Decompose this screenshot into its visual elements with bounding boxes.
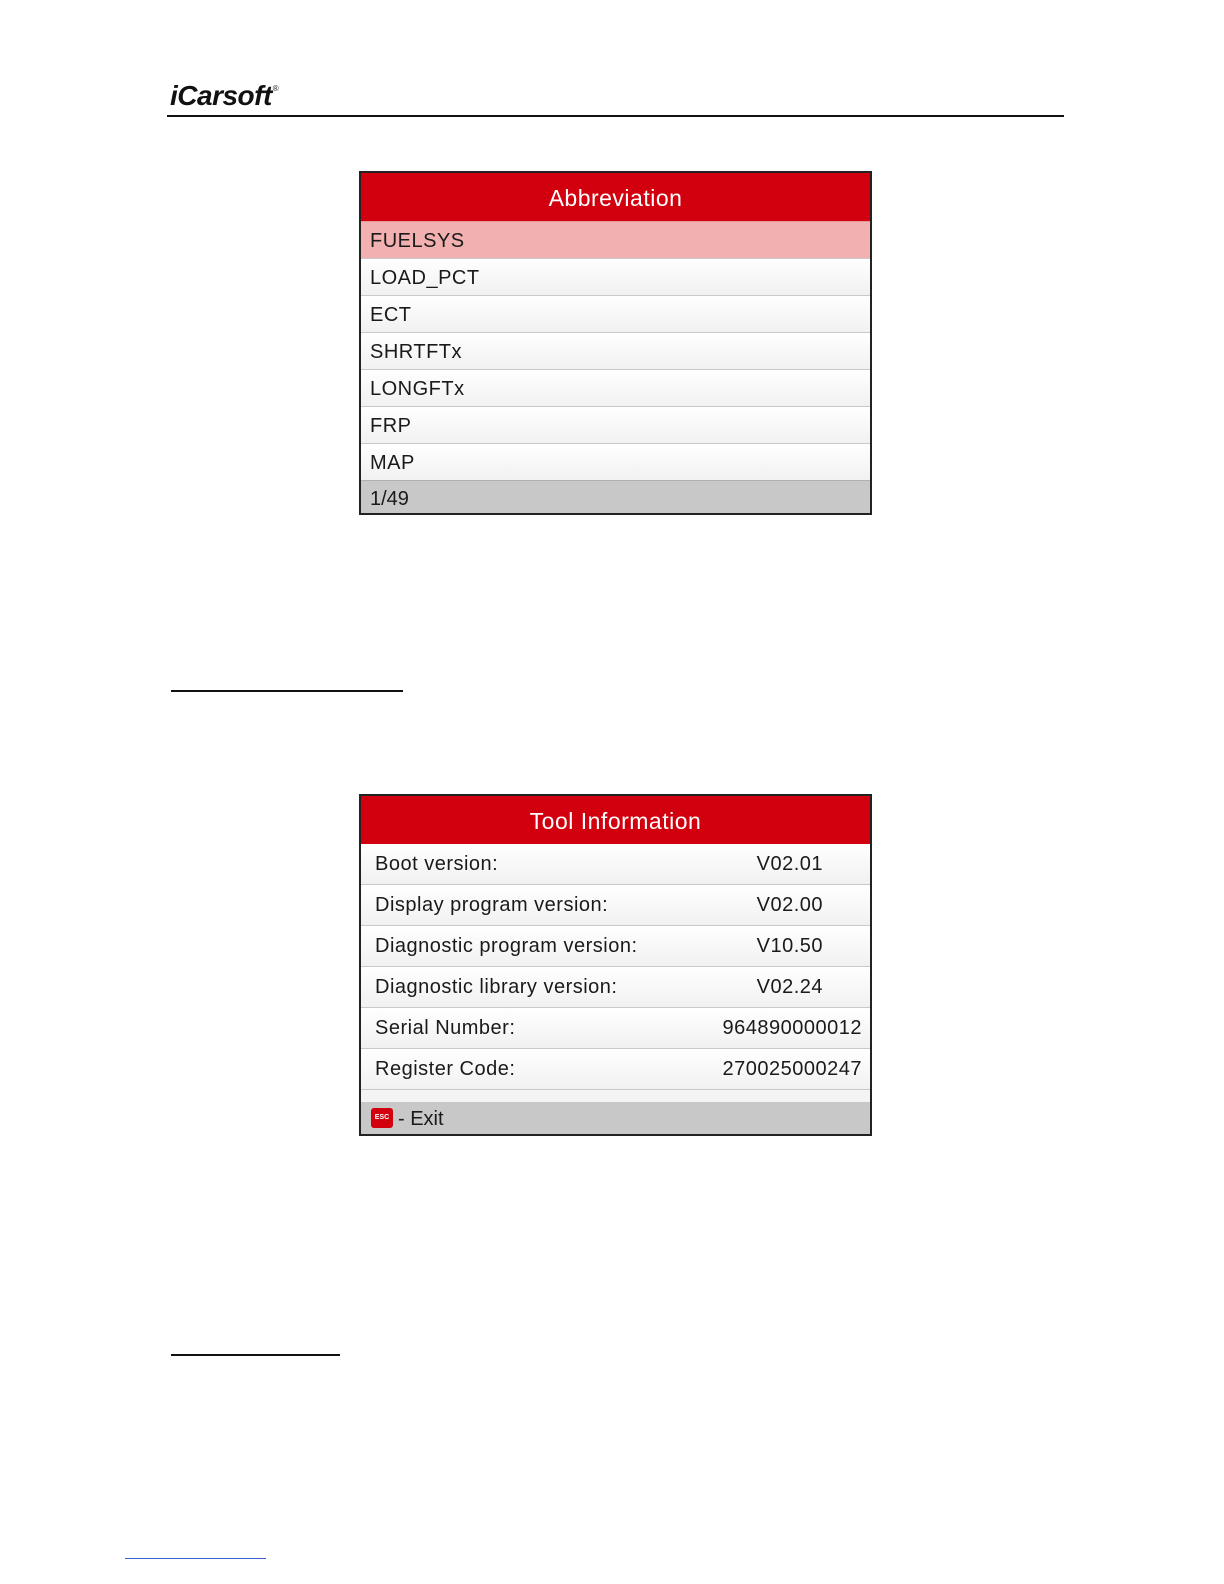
info-label: Diagnostic program version: [375,935,638,957]
info-value: 270025000247 [722,1058,862,1080]
header-divider [167,115,1064,117]
info-value: V02.01 [756,853,823,875]
section-heading-underline [171,1354,340,1356]
abbreviation-screen [359,171,872,515]
list-item[interactable]: MAP [361,443,870,480]
list-item[interactable]: LONGFTx [361,369,870,406]
info-row-register-code [361,1048,870,1089]
info-label: Boot version: [375,853,499,875]
esc-key-icon[interactable]: ESC [371,1108,393,1128]
info-row-diagnostic-program-version [361,925,870,966]
page-indicator: 1/49 [361,480,870,513]
info-label: Display program version: [375,894,609,916]
info-value: V02.00 [756,894,823,916]
list-item[interactable]: LOAD_PCT [361,258,870,295]
info-label: Serial Number: [375,1017,516,1039]
list-item[interactable]: FRP [361,406,870,443]
list-item[interactable]: SHRTFTx [361,332,870,369]
section-heading-underline [171,690,403,692]
info-value: V10.50 [756,935,823,957]
footer-link-underline[interactable] [125,1558,266,1559]
info-row-serial-number [361,1007,870,1048]
info-table [361,844,870,1102]
info-value: 964890000012 [722,1017,862,1039]
screen-title: Abbreviation [361,173,870,221]
list-item[interactable]: ECT [361,295,870,332]
exit-label: - Exit [398,1108,444,1130]
exit-footer[interactable] [361,1102,870,1134]
info-row-diagnostic-library-version [361,966,870,1007]
info-row-display-version [361,884,870,925]
info-label: Diagnostic library version: [375,976,618,998]
info-value: V02.24 [756,976,823,998]
screen-title: Tool Information [361,796,870,844]
info-row-boot-version [361,844,870,884]
registered-mark: ® [272,84,279,93]
info-label: Register Code: [375,1058,516,1080]
brand-logo-text: iCarsoft [170,80,272,111]
tool-information-screen [359,794,872,1136]
brand-logo [170,80,278,112]
list-item-selected[interactable]: FUELSYS [361,221,870,258]
info-spacer [361,1089,870,1102]
